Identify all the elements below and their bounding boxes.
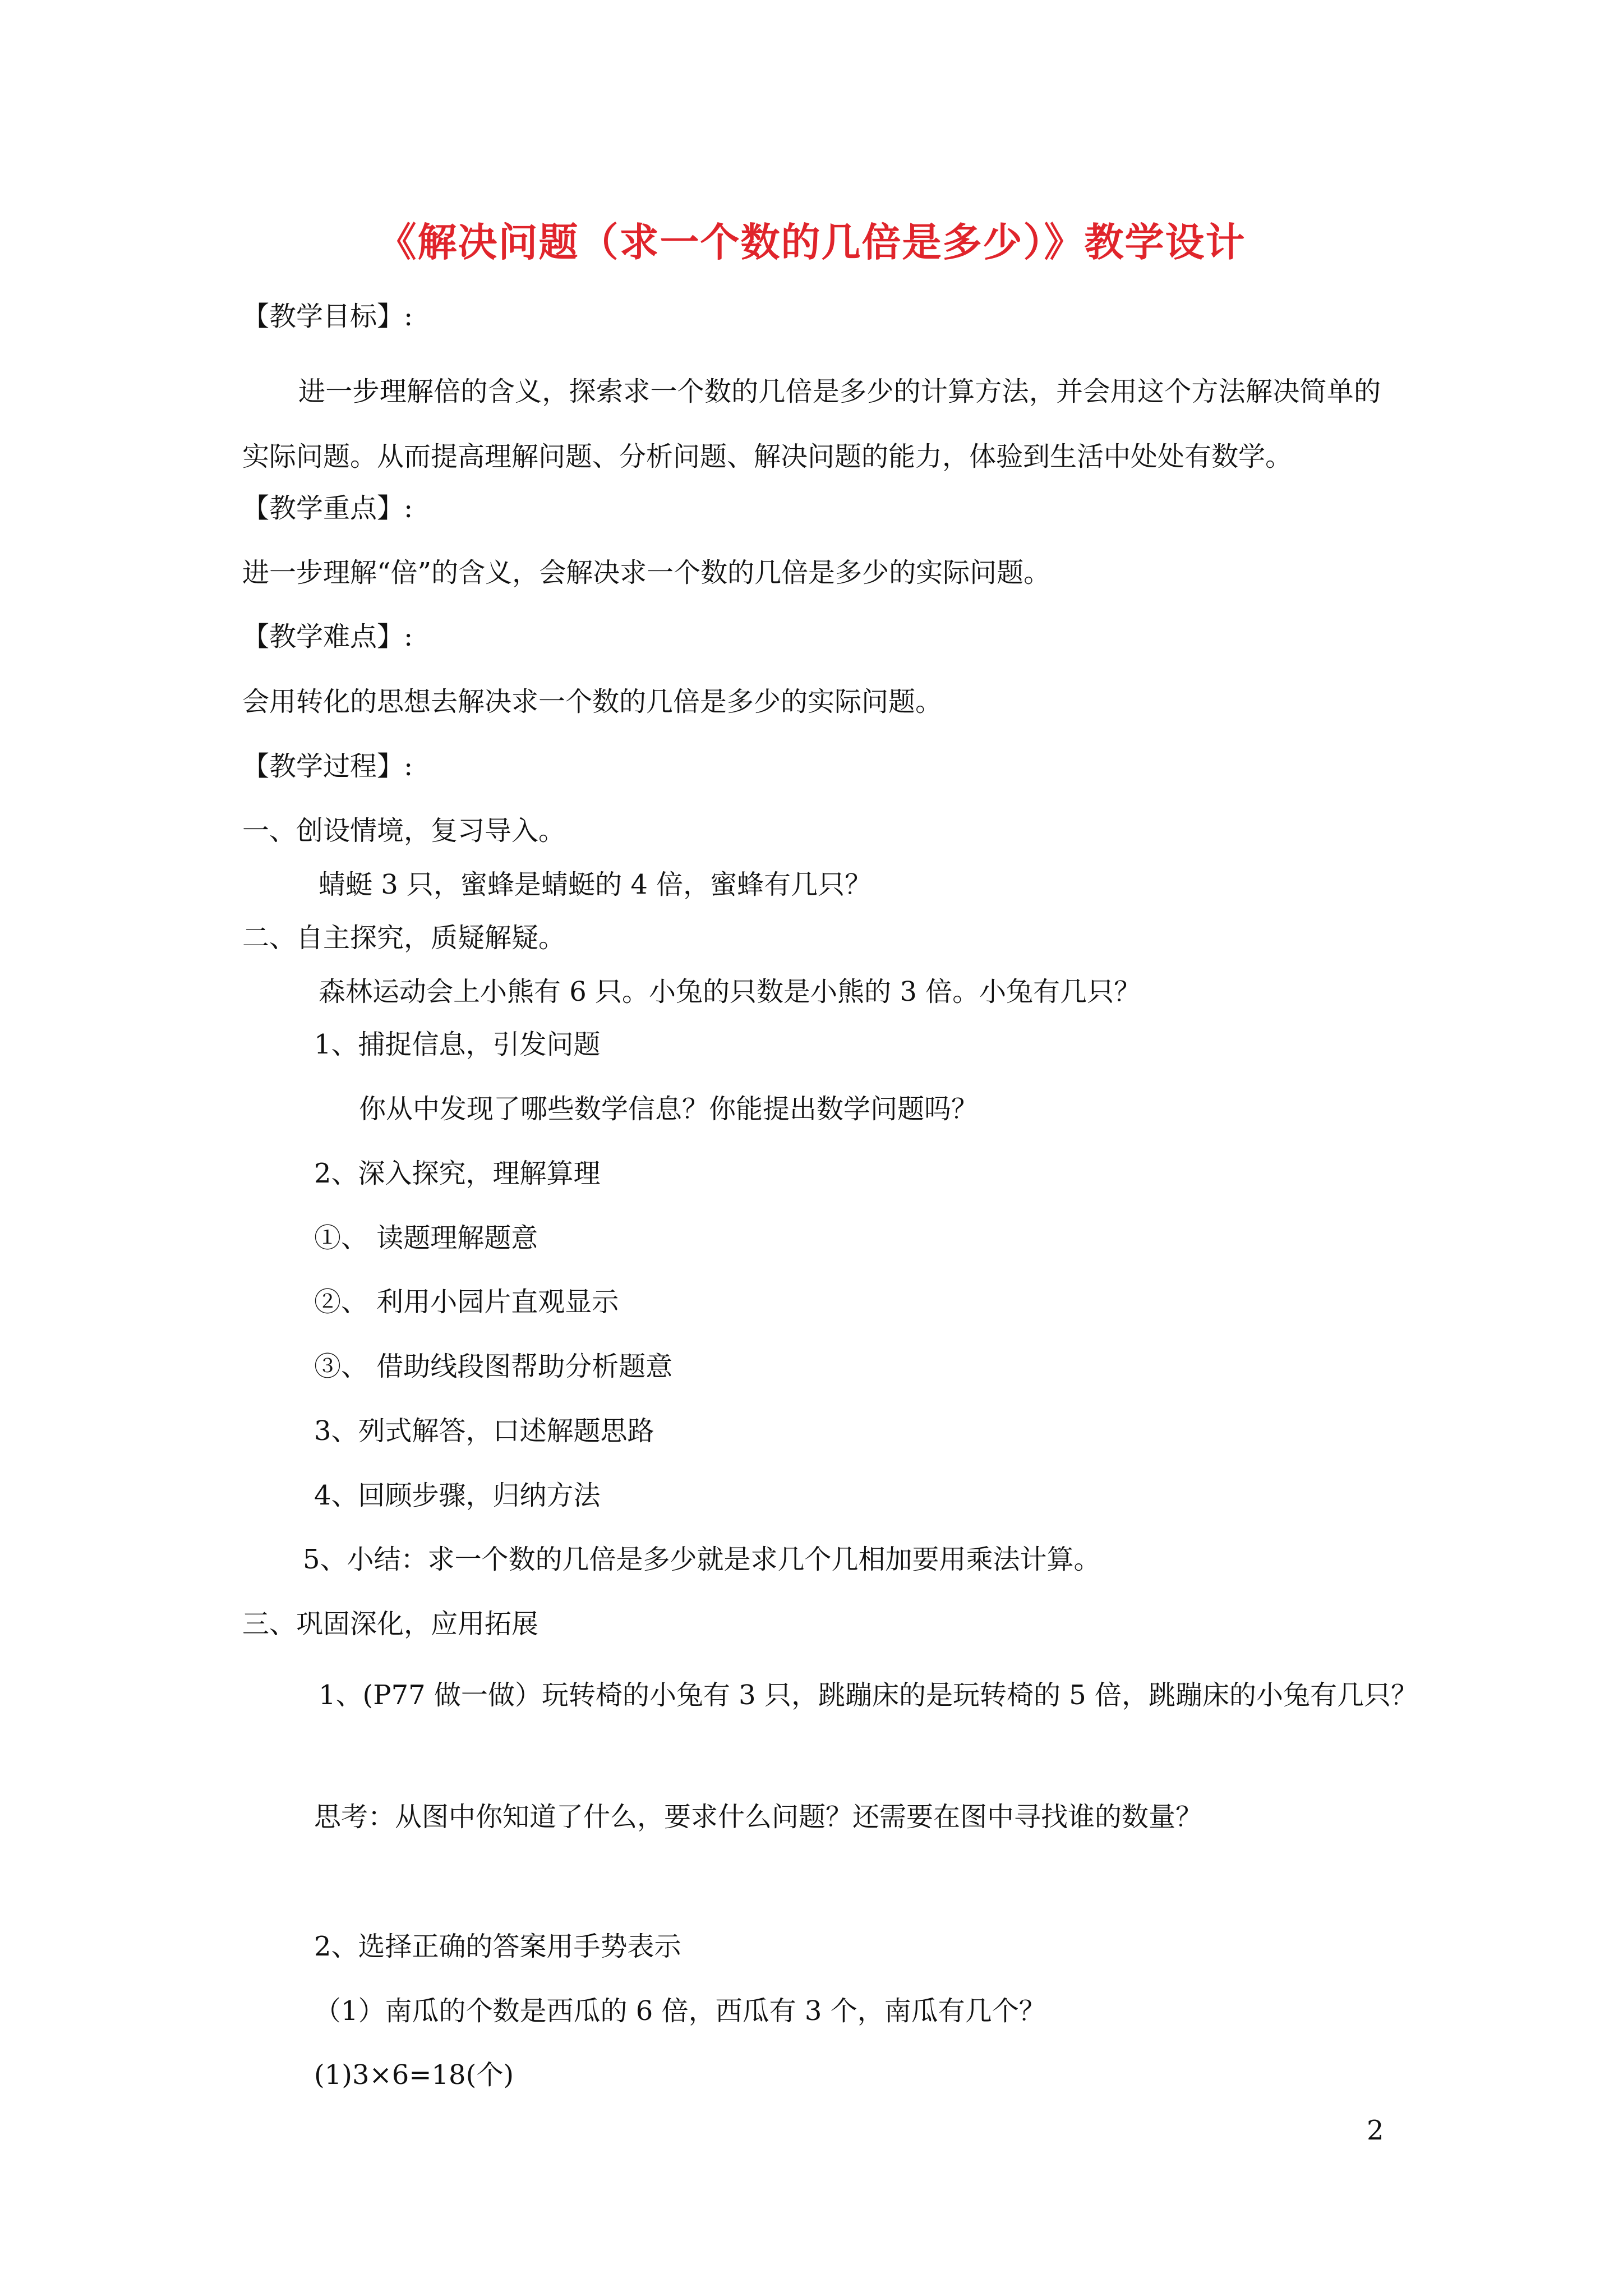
exercise1-text: 1、(P77 做一做）玩转椅的小兔有 3 只，跳蹦床的是玩转椅的 5 倍，跳蹦床的小兔有几只？ (319, 1680, 1418, 1711)
exercise2-heading: 2、选择正确的答案用手势表示 (314, 1931, 681, 1962)
section1-heading: 一、创设情境，复习导入。 (242, 815, 566, 846)
section1-problem: 蜻蜓 3 只，蜜蜂是蜻蜓的 4 倍，蜜蜂有几只？ (319, 869, 872, 900)
exercise2-question1: （1）南瓜的个数是西瓜的 6 倍，西瓜有 3 个，南瓜有几个？ (314, 1995, 1046, 2027)
step1-label: 1、捕捉信息，引发问题 (314, 1029, 601, 1060)
page-number: 2 (1367, 2115, 1384, 2146)
substep1: ①、 读题理解题意 (314, 1222, 538, 1254)
difficulty-heading: 【教学难点】: (242, 621, 413, 652)
step2-label: 2、深入探究，理解算理 (314, 1158, 601, 1189)
exercise2-answer1: (1)3×6=18(个) (314, 2059, 514, 2091)
substep3: ③、 借助线段图帮助分析题意 (314, 1351, 673, 1382)
substep2: ②、 利用小园片直观显示 (314, 1286, 619, 1318)
step3-label: 3、列式解答，口述解题思路 (314, 1415, 654, 1447)
section3-heading: 三、巩固深化，应用拓展 (242, 1608, 539, 1640)
objectives-heading: 【教学目标】: (242, 301, 413, 332)
step4-label: 4、回顾步骤，归纳方法 (314, 1480, 601, 1511)
objectives-text: 进一步理解倍的含义，探索求一个数的几倍是多少的计算方法，并会用这个方法解决简单的实际问题。从而提高理解问题、分析问题、解决问题的能力，体验到生活中处处有数学。 (242, 376, 1381, 472)
section2-heading: 二、自主探究，质疑解疑。 (242, 922, 566, 954)
step1-detail: 你从中发现了哪些数学信息？你能提出数学问题吗？ (359, 1093, 979, 1125)
key-heading: 【教学重点】: (242, 493, 413, 524)
difficulty-text: 会用转化的思想去解决求一个数的几倍是多少的实际问题。 (242, 686, 943, 717)
process-heading: 【教学过程】: (242, 751, 413, 782)
document-title: 《解决问题（求一个数的几倍是多少）》教学设计 (377, 219, 1246, 265)
exercise1-think: 思考：从图中你知道了什么，要求什么问题？还需要在图中寻找谁的数量？ (314, 1801, 1203, 1833)
section2-problem: 森林运动会上小熊有 6 只。小兔的只数是小熊的 3 倍。小兔有几只？ (319, 976, 1141, 1007)
step5-summary: 5、小结：求一个数的几倍是多少就是求几个几相加要用乘法计算。 (303, 1544, 1101, 1575)
key-text: 进一步理解“倍”的含义，会解决求一个数的几倍是多少的实际问题。 (242, 557, 1051, 588)
